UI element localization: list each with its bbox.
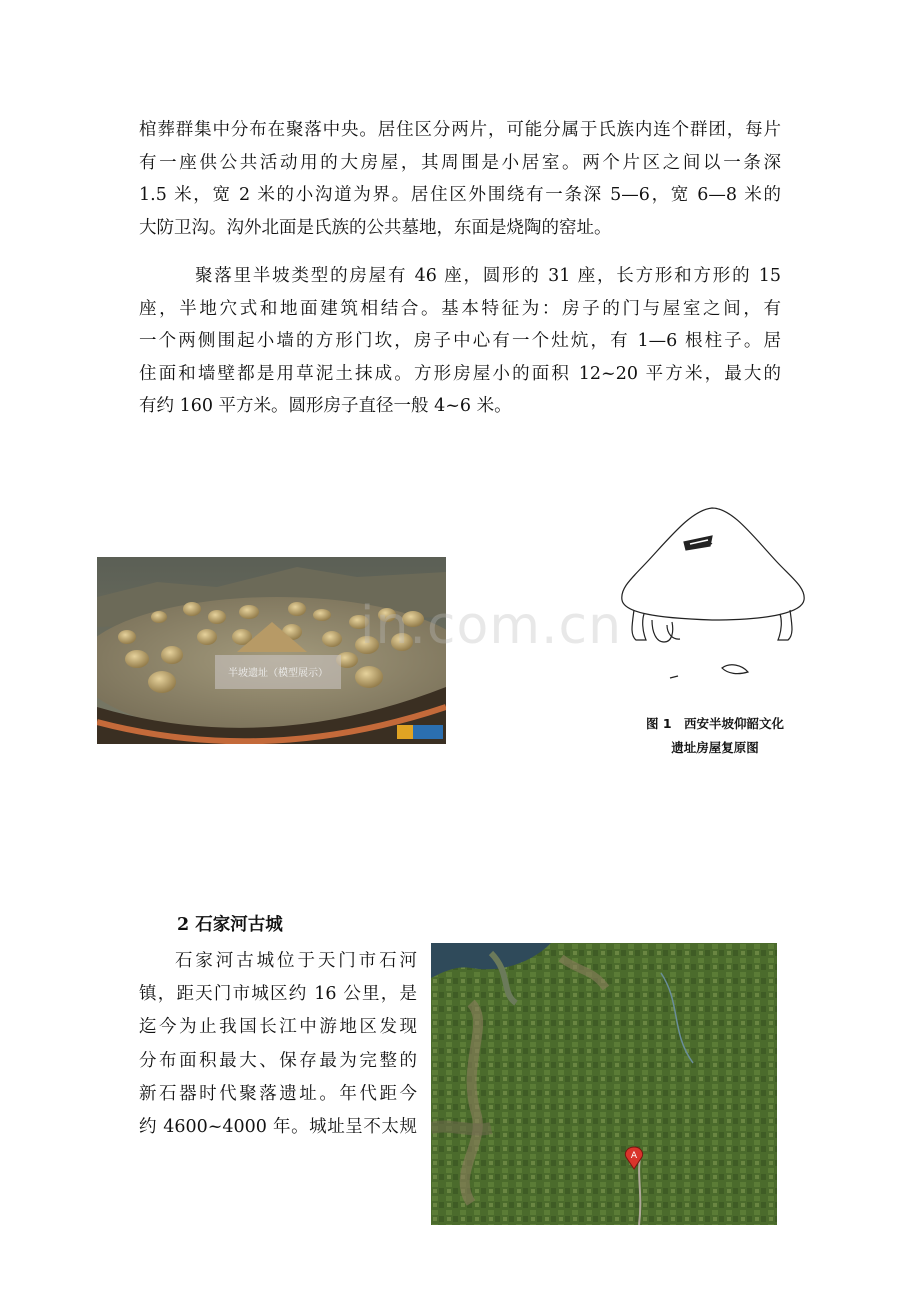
watermark: in.com.cn <box>360 596 623 656</box>
text-line: 有约 160 平方米。圆形房子直径一般 4~6 米。 <box>139 396 512 416</box>
text-line: 座，半地穴式和地面建筑相结合。基本特征为：房子的门与屋室之间，有 <box>139 298 781 319</box>
text-line: 分布面积最大、保存最为完整的 <box>139 1050 417 1071</box>
figure-caption <box>620 712 810 760</box>
text-line: 新石器时代聚落遗址。年代距今 <box>139 1083 417 1104</box>
text-line: 1.5 米，宽 2 米的小沟道为界。居住区外围绕有一条深 5—6，宽 6—8 米的 <box>139 185 781 205</box>
text-line: 聚落里半坡类型的房屋有 46 座，圆形的 31 座，长方形和方形的 15 <box>195 266 781 286</box>
map-marker-label: A <box>630 1151 638 1161</box>
text-line: 棺葬群集中分布在聚落中央。居住区分两片，可能分属于氏族内连个群团，每片 <box>139 120 781 140</box>
paragraph-1 <box>139 114 781 244</box>
text-line: 大防卫沟。沟外北面是氏族的公共墓地，东面是烧陶的窑址。 <box>139 217 612 238</box>
house-reconstruction-sketch <box>612 500 812 685</box>
paragraph-2 <box>139 260 781 423</box>
section-heading: 2 石家河古城 <box>177 915 283 935</box>
text-line: 约 4600~4000 年。城址呈不太规 <box>139 1117 417 1138</box>
satellite-map <box>431 943 777 1225</box>
caption-line-1: 图 1 西安半坡仰韶文化 <box>645 716 785 731</box>
text-line: 石家河古城位于天门市石河 <box>175 951 417 971</box>
text-line: 迄今为止我国长江中游地区发现 <box>139 1017 417 1038</box>
text-line: 镇，距天门市城区约 16 公里，是 <box>139 984 417 1005</box>
text-line: 住面和墙壁都是用草泥土抹成。方形房屋小的面积 12~20 平方米，最大的 <box>139 363 781 384</box>
text-line: 一个两侧围起小墙的方形门坎，房子中心有一个灶炕，有 1—6 根柱子。居 <box>139 331 781 351</box>
paragraph-3 <box>139 945 417 1144</box>
text-line: 有一座供公共活动用的大房屋，其周围是小居室。两个片区之间以一条深 <box>139 152 781 173</box>
photo-label: 半坡遗址（模型展示） <box>228 668 328 679</box>
caption-line-2: 遗址房屋复原图 <box>671 740 759 755</box>
